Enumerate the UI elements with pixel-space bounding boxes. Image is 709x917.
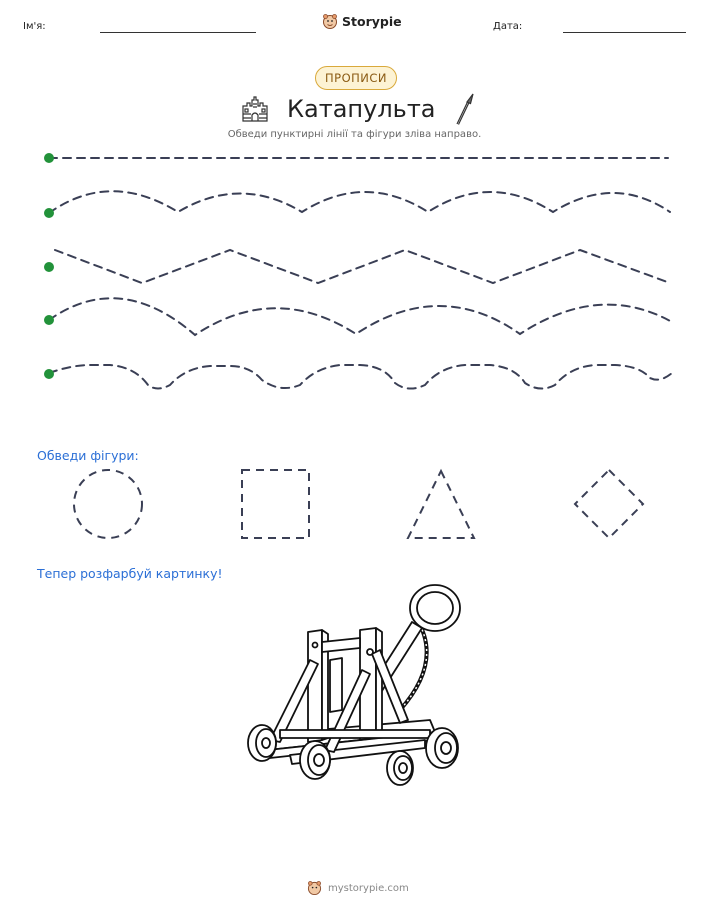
start-dot	[44, 208, 54, 218]
coloring-label: Тепер розфарбуй картинку!	[37, 566, 223, 581]
date-label: Дата:	[493, 21, 523, 32]
tracing-line-wave-3[interactable]	[49, 365, 672, 389]
shape-circle[interactable]	[74, 470, 142, 538]
name-label: Ім'я:	[23, 21, 46, 32]
brand-name: Storypie	[342, 14, 402, 29]
shapes-label: Обведи фігури:	[37, 448, 139, 463]
tracing-line-wave-1[interactable]	[49, 191, 670, 213]
tracing-line-zigzag[interactable]	[55, 250, 670, 283]
start-dot	[44, 315, 54, 325]
shape-diamond[interactable]	[575, 470, 643, 538]
catapult-illustration	[230, 570, 480, 790]
storypie-logo-icon	[307, 880, 322, 896]
start-dot	[44, 153, 54, 163]
page-title: Катапульта	[287, 95, 436, 123]
start-dot	[44, 369, 54, 379]
start-dot	[44, 262, 54, 272]
tracing-area	[0, 0, 709, 420]
footer	[307, 880, 409, 896]
footer-url[interactable]: mystorypie.com	[328, 882, 409, 894]
shapes-area	[0, 460, 709, 550]
shape-square[interactable]	[242, 470, 309, 538]
tracing-line-wave-2[interactable]	[49, 298, 672, 335]
category-badge: ПРОПИСИ	[315, 66, 397, 90]
shape-triangle[interactable]	[408, 471, 474, 538]
instructions: Обведи пунктирні лінії та фігури зліва направо.	[227, 129, 482, 140]
